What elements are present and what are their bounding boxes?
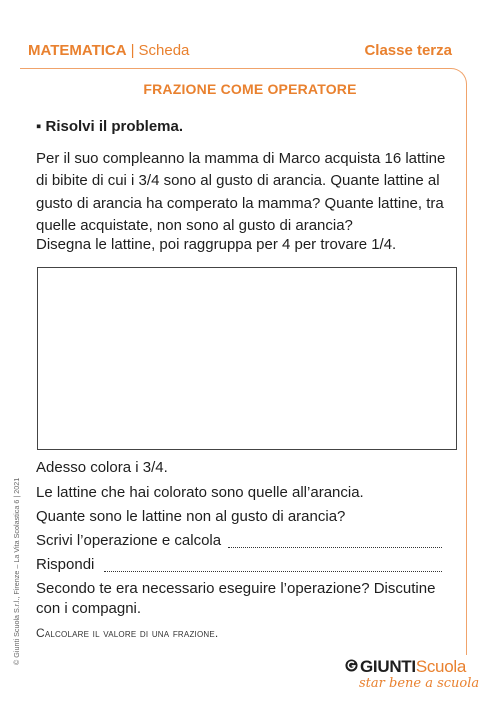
copyright-notice: © Giunti Scuola S.r.l., Firenze – La Vita Scolastica 6 | 2021 [12,477,21,665]
problem-line: Per il suo compleanno la mamma di Marco acquista 16 lattine [36,150,446,167]
problem-line: gusto di arancia ha comperato la mamma? Quante lattine, tra [36,194,444,212]
discussion-line-1: Secondo te era necessario eseguire l’operazione? Discutine [36,580,436,597]
brand-tagline: star bene a scuola [359,676,480,691]
g-logo-icon [345,659,358,672]
grade-label: Classe terza [364,42,452,59]
problem-line: quelle acquistate, non sono al gusto di arancia? [36,216,353,234]
drawing-instruction: Disegna le lattine, poi raggruppa per 4 per trovare 1/4. [36,236,397,253]
task-heading: ▪ Risolvi il problema. [36,118,184,135]
drawing-area[interactable] [37,267,457,450]
color-instruction: Adesso colora i 3/4. [36,459,168,476]
brand-name: GIUNTIScuola [360,657,466,676]
subject-label: MATEMATICA [28,42,127,59]
discussion-line-2: con i compagni. [36,600,142,617]
problem-text [36,148,456,237]
header-separator: | [130,42,135,59]
remaining-question: Quante sono le lattine non al gusto di arancia? [36,508,346,525]
learning-objective: Calcolare il valore di una frazione. [36,626,219,640]
operation-label: Scrivi l’operazione e calcola [36,532,222,549]
colored-statement: Le lattine che hai colorato sono quelle all’arancia. [36,484,364,501]
answer-line[interactable] [104,571,442,572]
answer-label: Rispondi [36,556,95,573]
operation-answer-line[interactable] [228,547,442,548]
header-subject [28,42,189,59]
section-label: Scheda [138,42,190,59]
worksheet-title: FRAZIONE COME OPERATORE [143,81,357,97]
problem-line: di bibite di cui i 3/4 sono al gusto di arancia. Quante lattine al [36,172,440,190]
